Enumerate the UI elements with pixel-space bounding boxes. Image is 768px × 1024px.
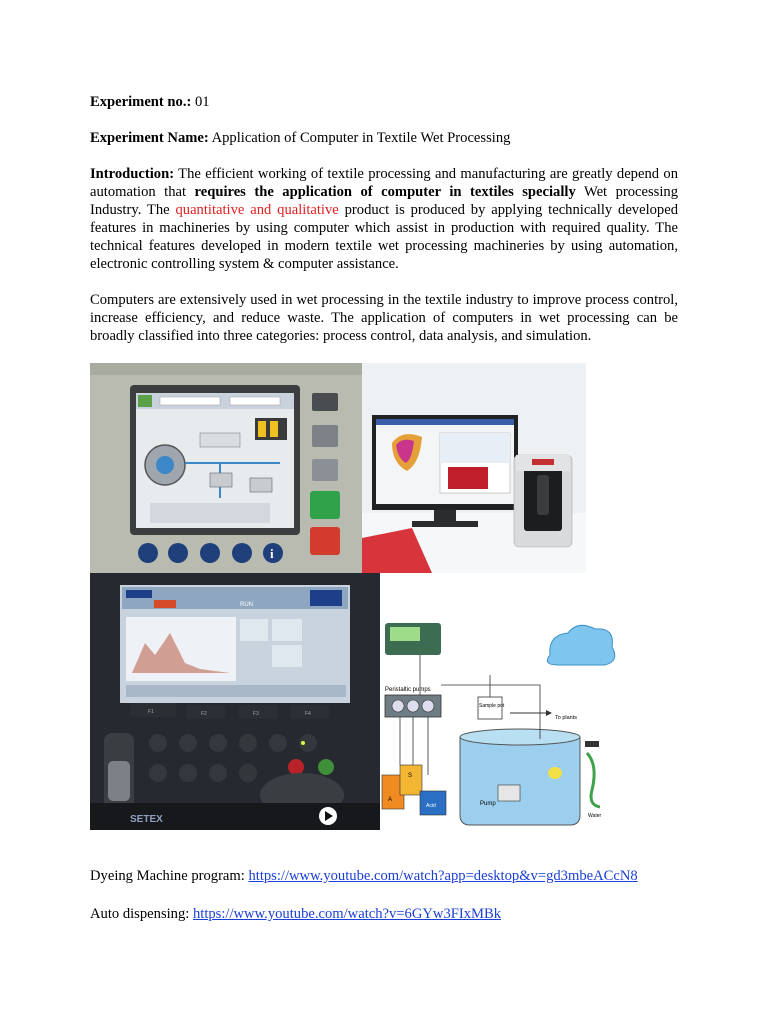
f1-key-label: F1 xyxy=(148,709,154,715)
intro-text-3: product is produced by applying technically developed features in machineries by using computer which assist in production with required quality. The technical features developed in modern textile wet processing machineries by using automation, electronic controlling system & computer assistance. xyxy=(90,202,679,272)
intro-red-text: quantitative and qualitative xyxy=(175,202,339,218)
experiment-number-label: Experiment no.: xyxy=(90,94,192,110)
setex-logo-text: SETEX xyxy=(130,814,163,825)
dyeing-machine-link-line xyxy=(90,867,730,885)
tank-a-label: A xyxy=(388,797,393,803)
svg-text:i: i xyxy=(270,546,274,561)
intro-text-1: The efficient working of textile processing and manufacturing are greatly depend on automation that xyxy=(90,166,678,200)
controller-panel-photo xyxy=(90,363,362,573)
pump-label: Pump xyxy=(480,801,496,807)
introduction-label: Introduction: xyxy=(90,166,175,182)
introduction-paragraph xyxy=(90,165,678,273)
f4-key-label: F4 xyxy=(305,711,311,717)
water-label: Water xyxy=(588,813,602,819)
run-status-text: RUN xyxy=(240,602,253,608)
experiment-name xyxy=(90,129,678,147)
intro-bold-text: requires the application of computer in textiles specially xyxy=(194,184,576,200)
dyeing-machine-video-link[interactable]: https://www.youtube.com/watch?app=desktop&v=gd3mbeACcN8 xyxy=(248,868,638,884)
to-plants-label: To plants xyxy=(555,715,578,721)
computers-paragraph: Computers are extensively used in wet processing in the textile industry to improve process control, increase efficiency, and reduce waste. The application of computers in wet processing can be broadly classified into three categories: process control, data analysis, and simulation. xyxy=(90,292,678,344)
experiment-name-value: Application of Computer in Textile Wet Processing xyxy=(208,130,511,146)
experiment-number xyxy=(90,93,678,111)
intro-text-2: Wet processing Industry. The xyxy=(90,184,679,218)
tank-s-label: S xyxy=(408,773,413,779)
f2-key-label: F2 xyxy=(201,711,207,717)
auto-dispensing-video-link[interactable]: https://www.youtube.com/watch?v=6GYw3FIxMBk xyxy=(192,906,502,922)
spectrophotometer-computer-photo xyxy=(362,363,586,573)
tank-acid-label: Acid xyxy=(426,803,436,809)
experiment-number-value: 01 xyxy=(191,94,210,110)
sample-pot-label: Sample pot xyxy=(479,703,505,709)
auto-dispensing-link-line xyxy=(90,905,730,923)
setex-controller-photo xyxy=(90,573,380,830)
f3-key-label: F3 xyxy=(253,711,259,717)
experiment-name-label: Experiment Name: xyxy=(90,130,209,146)
dyeing-machine-link-label: Dyeing Machine program: xyxy=(90,868,249,884)
peristaltic-pumps-label: Peristaltic pumps xyxy=(385,687,431,693)
auto-dispensing-diagram xyxy=(380,615,620,830)
auto-dispensing-link-label: Auto dispensing: xyxy=(90,906,193,922)
